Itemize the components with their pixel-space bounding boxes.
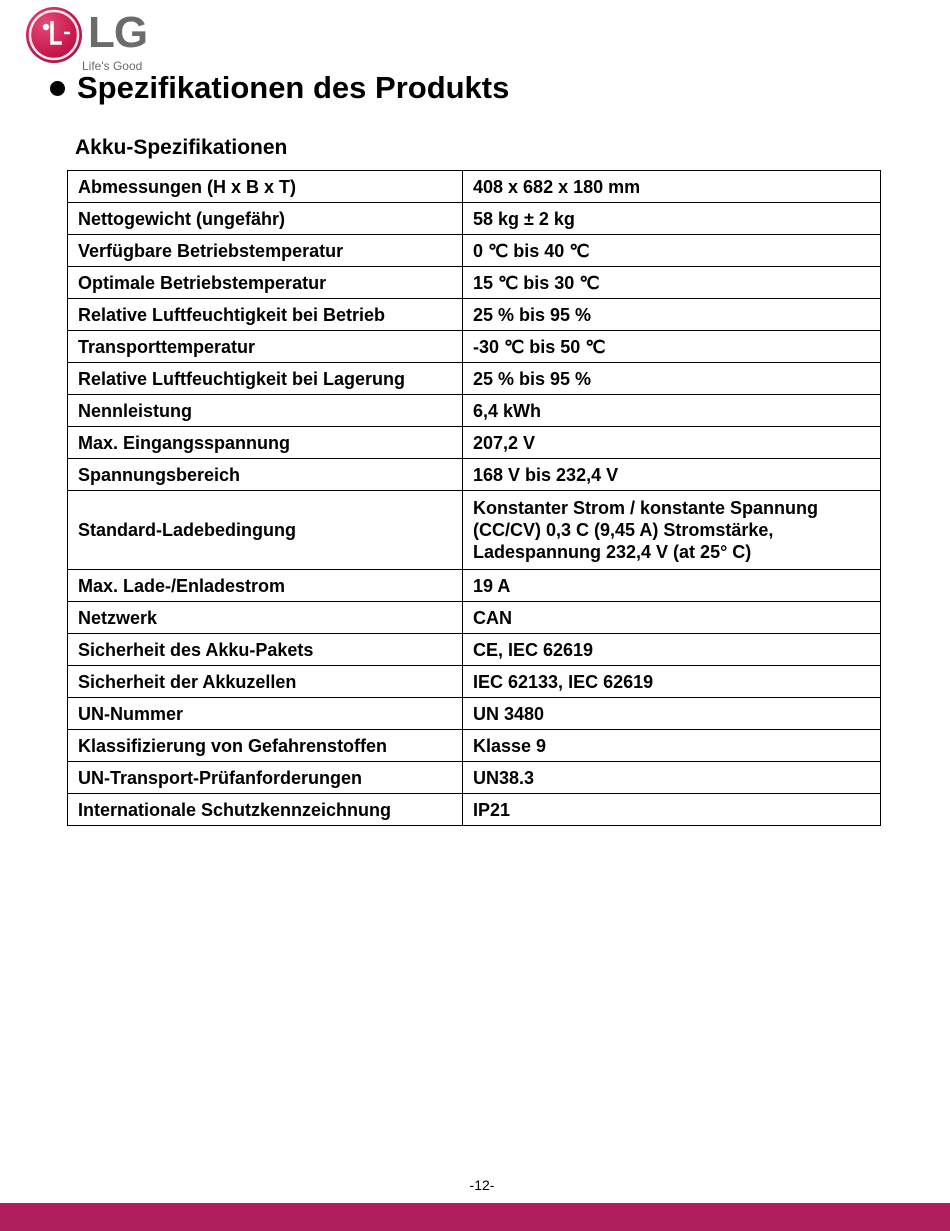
spec-label: Relative Luftfeuchtigkeit bei Lagerung <box>68 363 463 395</box>
spec-value: CAN <box>463 602 881 634</box>
spec-label: Nettogewicht (ungefähr) <box>68 203 463 235</box>
spec-value-line: Ladespannung 232,4 V (at 25° C) <box>473 542 752 562</box>
spec-value: 408 x 682 x 180 mm <box>463 171 881 203</box>
section-subtitle: Akku-Spezifikationen <box>75 136 288 159</box>
page-number: -12- <box>469 1177 495 1193</box>
spec-label: Netzwerk <box>68 602 463 634</box>
spec-label: Optimale Betriebstemperatur <box>68 267 463 299</box>
battery-spec-table <box>67 170 881 826</box>
table-row <box>68 331 881 363</box>
table-row <box>68 491 881 570</box>
spec-value: IP21 <box>463 794 881 826</box>
spec-value: Klasse 9 <box>463 730 881 762</box>
spec-value-line: (CC/CV) 0,3 C (9,45 A) Stromstärke, <box>473 520 774 540</box>
spec-value: UN 3480 <box>463 698 881 730</box>
spec-label: Abmessungen (H x B x T) <box>68 171 463 203</box>
spec-label: UN-Transport-Prüfanforderungen <box>68 762 463 794</box>
table-row <box>68 171 881 203</box>
table-row <box>68 459 881 491</box>
spec-value: UN38.3 <box>463 762 881 794</box>
spec-value: 207,2 V <box>463 427 881 459</box>
spec-label: UN-Nummer <box>68 698 463 730</box>
spec-label: Nennleistung <box>68 395 463 427</box>
table-row <box>68 794 881 826</box>
spec-value: IEC 62133, IEC 62619 <box>463 666 881 698</box>
spec-value: 25 % bis 95 % <box>463 299 881 331</box>
table-row <box>68 762 881 794</box>
footer-bar <box>0 1203 950 1231</box>
table-row <box>68 363 881 395</box>
spec-value: 58 kg ± 2 kg <box>463 203 881 235</box>
spec-value: 19 A <box>463 570 881 602</box>
spec-label: Verfügbare Betriebstemperatur <box>68 235 463 267</box>
table-row <box>68 666 881 698</box>
spec-value: CE, IEC 62619 <box>463 634 881 666</box>
table-row <box>68 267 881 299</box>
spec-label: Max. Lade-/Enladestrom <box>68 570 463 602</box>
spec-label: Transporttemperatur <box>68 331 463 363</box>
spec-label: Standard-Ladebedingung <box>68 491 463 570</box>
table-row <box>68 730 881 762</box>
spec-label: Relative Luftfeuchtigkeit bei Betrieb <box>68 299 463 331</box>
spec-value: 25 % bis 95 % <box>463 363 881 395</box>
table-row <box>68 427 881 459</box>
spec-value: 15 ℃ bis 30 ℃ <box>463 267 881 299</box>
spec-value: -30 ℃ bis 50 ℃ <box>463 331 881 363</box>
spec-value: 0 ℃ bis 40 ℃ <box>463 235 881 267</box>
logo-tagline: Life's Good <box>82 59 143 73</box>
table-row <box>68 203 881 235</box>
spec-value <box>463 491 881 570</box>
spec-value-line: Konstanter Strom / konstante Spannung <box>473 498 819 518</box>
page-title: Spezifikationen des Produkts <box>77 70 510 105</box>
spec-label: Spannungsbereich <box>68 459 463 491</box>
bullet-icon <box>50 81 65 96</box>
table-row <box>68 602 881 634</box>
spec-label: Internationale Schutzkennzeichnung <box>68 794 463 826</box>
table-row <box>68 235 881 267</box>
lg-logo-emblem-icon <box>26 7 82 63</box>
table-row <box>68 299 881 331</box>
table-row <box>68 570 881 602</box>
spec-label: Sicherheit des Akku-Pakets <box>68 634 463 666</box>
table-row <box>68 698 881 730</box>
spec-value: 6,4 kWh <box>463 395 881 427</box>
spec-value: 168 V bis 232,4 V <box>463 459 881 491</box>
lg-logo <box>26 7 166 75</box>
spec-label: Max. Eingangsspannung <box>68 427 463 459</box>
spec-label: Klassifizierung von Gefahrenstoffen <box>68 730 463 762</box>
logo-wordmark: LG <box>88 8 148 57</box>
table-row <box>68 395 881 427</box>
spec-label: Sicherheit der Akkuzellen <box>68 666 463 698</box>
section-heading <box>50 68 509 108</box>
table-row <box>68 634 881 666</box>
